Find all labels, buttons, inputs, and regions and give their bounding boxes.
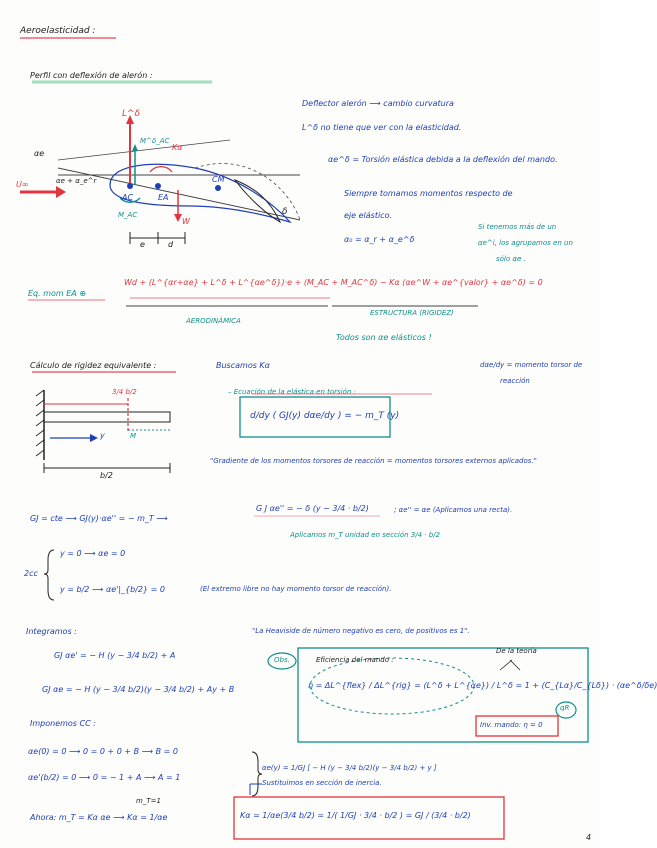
impose-1: αe(0) = 0 ⟶ 0 = 0 + 0 + B ⟶ B = 0 (28, 747, 179, 756)
integramos: Integramos : (26, 627, 77, 636)
ac-label: AC (122, 193, 134, 202)
kalpha-equation: Kα = 1/αe(3/4 b/2) = 1/( 1/GJ · 3/4 · b/2 ) = GJ / (3/4 · b/2) (240, 811, 471, 820)
inv-mando: Inv. mando: η = 0 (480, 721, 543, 729)
ea-point (155, 183, 161, 189)
buscamos-text: Buscamos Kα (216, 361, 270, 370)
footer-note: Todos son αe elásticos ! (336, 333, 432, 342)
delta-note: Aplicamos m_T unidad en sección 3/4 · b/2 (290, 531, 440, 539)
cc-2-note: (El extremo libre no hay momento torsor de reacción). (200, 585, 392, 593)
page-number: 4 (586, 833, 592, 842)
gj-equation: G J αe'' = − δ (y − 3/4 · b/2) (256, 504, 369, 513)
mac-label: M^δ_AC (140, 137, 170, 145)
alpha-e-label: αe (34, 149, 45, 158)
u-inf-label: U∞ (16, 180, 29, 189)
alpha-e2-label: αe + α_e^r (56, 177, 97, 185)
alpha-result: αe(y) = 1/GJ [ − H (y − 3/4 b/2)(y − 3/4 b/2) + y ] (262, 764, 437, 772)
aero-label: AERODINÁMICA (186, 317, 241, 325)
cc-1: y = 0 ⟶ αe = 0 (60, 549, 126, 558)
ac-point (127, 183, 133, 189)
gradiente-note: "Gradiente de los momentos torsores de reacción = momentos torsores externos aplicados." (210, 457, 537, 465)
elastica-equation: d/dy ( GJ(y) dαe/dy ) = − m_T (y) (250, 411, 400, 421)
eficiencia-equation: η = ΔL^{flex} / ΔL^{rig} = (L^δ + L^{αe}) / L^δ = 1 + (C_{Lα}/C_{Lδ}) · (αe^δ/δe) (308, 681, 657, 690)
impose-2: αe'(b/2) = 0 ⟶ 0 = − 1 + A ⟶ A = 1 (28, 773, 181, 782)
integral-1: GJ αe' = − H (y − 3/4 b/2) + A (54, 651, 176, 660)
lift-label: L^δ (122, 109, 141, 119)
note-3: αe^δ = Torsión elástica debida a la deflexión del mando. (328, 155, 558, 164)
note-4: Siempre tomamos momentos respecto de (344, 189, 513, 198)
ahora-text: Ahora: m_T = Kα αe ⟶ Kα = 1/αe (30, 813, 168, 822)
gj-note: ; αe'' = αe (Aplicamos una recta). (394, 506, 513, 514)
page-title: Aeroelasticidad : (20, 26, 96, 36)
cm-point (215, 185, 221, 191)
beam-moment-label: M (130, 432, 137, 440)
side-note-1: Si tenemos más de un (478, 223, 557, 231)
equation-label: Eq. mom EA ⊕ (28, 289, 87, 298)
side-note-2: αe^i, los agrupamos en un (478, 239, 573, 247)
cc-brace (44, 550, 54, 600)
note-5: eje elástico. (344, 211, 393, 220)
flap-angle-label: δ (282, 207, 288, 217)
beam-load-label: 3/4 b/2 (112, 388, 137, 396)
w-label: W (182, 217, 190, 226)
cc-2: y = b/2 ⟶ αe'|_{b/2} = 0 (60, 585, 165, 594)
beam-span-label: b/2 (100, 471, 113, 480)
section2-heading: Cálculo de rigidez equivalente : (30, 361, 157, 370)
dalpha-note-1: dαe/dy = momento torsor de (480, 361, 583, 369)
obs-tag: Obs. (274, 656, 290, 664)
gj-const: GJ = cte ⟶ GJ(y)·αe'' = − m_T ⟶ (30, 514, 168, 523)
qr-tag: qR (560, 704, 570, 712)
mac2-label: M_AC (118, 211, 138, 219)
kalpha-label: Kα (172, 143, 183, 152)
elastica-heading: – Ecuación de la elástica en torsión : (228, 388, 356, 396)
integral-2: GJ αe = − H (y − 3/4 b/2)(y − 3/4 b/2) + Ay + B (42, 685, 235, 694)
ea-label: EA (158, 193, 169, 202)
note-1: Deflector alerón ⟶ cambio curvatura (302, 99, 454, 108)
cc-label: 2cc (24, 569, 38, 578)
section1-heading: Perfil con deflexión de alerón : (30, 71, 153, 80)
note-6: α₀ = α_r + α_e^δ (344, 235, 415, 244)
sustituimos-note: Sustituimos en sección de inercia. (262, 779, 382, 787)
dalpha-note-2: reacción (500, 377, 530, 385)
flap-outline (235, 180, 280, 222)
side-note-3: sólo αe . (496, 255, 526, 263)
beam-y-label: y (100, 431, 105, 440)
e-dim-label: e (140, 240, 145, 249)
eficiencia-heading: Eficiencia del mando : (316, 656, 394, 664)
d-dim-label: d (168, 240, 174, 249)
note-2: L^δ no tiene que ver con la elasticidad. (302, 123, 462, 132)
cm-label: CM (212, 175, 225, 184)
mt-one: m_T=1 (136, 797, 161, 805)
chord-line (58, 168, 300, 220)
imponemos: Imponemos CC : (30, 719, 96, 728)
moment-equation: Wd + (L^{αr+αe} + L^δ + L^{αe^δ})·e + (M_AC + M_AC^δ) − Kα (αe^W + αe^{valor} + αe^δ) = 0 (124, 278, 543, 287)
de-la-teoria: De la teoría (496, 647, 537, 655)
struct-label: ESTRUCTURA (RIGIDEZ) (370, 309, 454, 317)
heaviside-note: "La Heaviside de número negativo es cero, de positivos es 1". (252, 627, 470, 635)
